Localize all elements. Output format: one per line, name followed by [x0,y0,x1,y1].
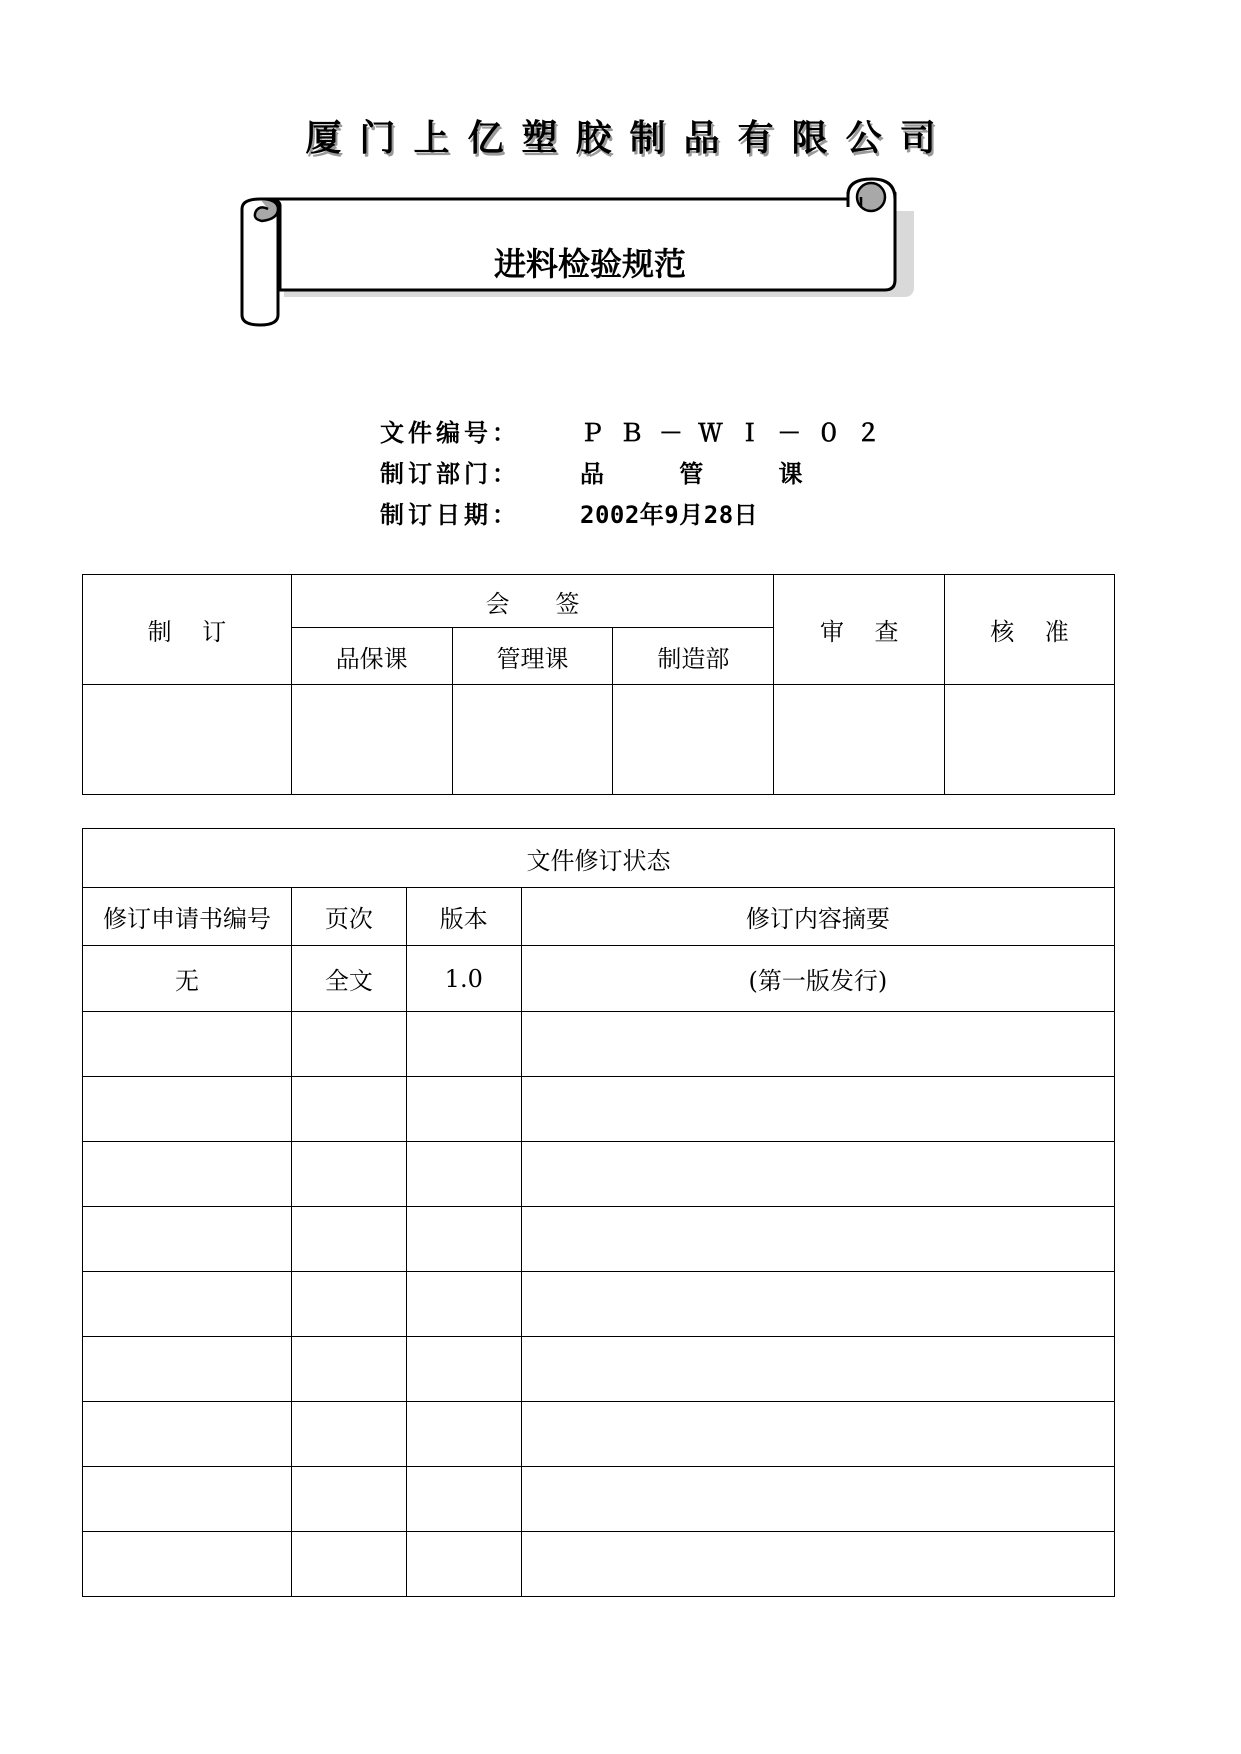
document-info [380,410,881,533]
cell-version [406,1272,521,1337]
cell-version [406,1467,521,1532]
company-name-char: 品 [683,117,720,159]
cell-pages [291,1467,406,1532]
date-value: 2002年9月28日 [580,501,759,529]
department-label: 制订部门： [380,460,520,488]
maker-header: 制 订 [83,575,292,685]
manufacturing-signature-cell [613,685,774,795]
info-row-document-number [380,410,881,451]
cell-version [406,1532,521,1597]
table-row [83,946,1115,1012]
cell-version [406,1077,521,1142]
company-name-char: 司 [899,117,936,159]
department-value: 品 管 课 [580,460,803,488]
table-row [83,1402,1115,1467]
table-row [83,1207,1115,1272]
cell-summary [521,1012,1114,1077]
cell-version [406,1337,521,1402]
cell-pages [291,1272,406,1337]
cell-request-number [83,1272,292,1337]
cell-version [406,1207,521,1272]
cell-request-number [83,1467,292,1532]
date-label: 制订日期： [380,501,520,529]
cell-pages [291,1077,406,1142]
cell-request-number: 无 [83,946,292,1012]
cell-pages [291,1402,406,1467]
document-title: 进料检验规范 [493,245,686,283]
company-name-char: 胶 [575,117,612,159]
cell-pages [291,1207,406,1272]
approve-signature-cell [945,685,1115,795]
signature-table [82,574,1115,795]
cell-summary [521,1467,1114,1532]
info-row-date [380,492,881,533]
company-name-char: 塑 [521,117,558,159]
dept-management: 管理课 [452,628,613,685]
cell-request-number [83,1337,292,1402]
company-name-char: 厦 [305,117,342,159]
cell-summary [521,1337,1114,1402]
document-number-value: Ｐ Ｂ － Ｗ Ｉ － ０ ２ [580,419,881,447]
cell-summary [521,1142,1114,1207]
cell-request-number [83,1532,292,1597]
cell-request-number [83,1402,292,1467]
company-name [0,105,1241,165]
revision-status-table [82,828,1115,1597]
cell-request-number [83,1077,292,1142]
cell-version [406,1142,521,1207]
cell-summary [521,1532,1114,1597]
table-row [83,1142,1115,1207]
table-row [83,1272,1115,1337]
info-row-department [380,451,881,492]
header-summary: 修订内容摘要 [521,888,1114,946]
cell-summary [521,1077,1114,1142]
review-signature-cell [774,685,945,795]
cell-pages [291,1012,406,1077]
cell-summary [521,1402,1114,1467]
company-name-char: 限 [791,117,828,159]
quality-assurance-signature-cell [291,685,452,795]
cell-request-number [83,1142,292,1207]
cell-summary [521,1272,1114,1337]
company-name-char: 制 [629,117,666,159]
table-row [83,1532,1115,1597]
cell-summary: (第一版发行) [521,946,1114,1012]
company-name-char: 亿 [467,117,504,159]
cell-request-number [83,1207,292,1272]
cell-pages: 全文 [291,946,406,1012]
management-signature-cell [452,685,613,795]
cell-summary [521,1207,1114,1272]
cell-pages [291,1532,406,1597]
company-name-char: 门 [359,117,396,159]
review-header: 审 查 [774,575,945,685]
cell-version [406,1402,521,1467]
header-request-number: 修订申请书编号 [83,888,292,946]
header-pages: 页次 [291,888,406,946]
dept-manufacturing: 制造部 [613,628,774,685]
title-scroll-banner [240,175,940,375]
revision-table-title: 文件修订状态 [83,829,1115,888]
table-row [83,1077,1115,1142]
table-row [83,1337,1115,1402]
cell-version [406,1012,521,1077]
company-name-char: 有 [737,117,774,159]
countersign-header: 会 签 [291,575,774,628]
cell-version: 1.0 [406,946,521,1012]
dept-quality-assurance: 品保课 [291,628,452,685]
maker-signature-cell [83,685,292,795]
approve-header: 核 准 [945,575,1115,685]
company-name-char: 公 [845,117,882,159]
document-number-label: 文件编号： [380,419,520,447]
cell-pages [291,1337,406,1402]
company-name-char: 上 [413,117,450,159]
header-version: 版本 [406,888,521,946]
table-row [83,1012,1115,1077]
cell-request-number [83,1012,292,1077]
cell-pages [291,1142,406,1207]
table-row [83,1467,1115,1532]
